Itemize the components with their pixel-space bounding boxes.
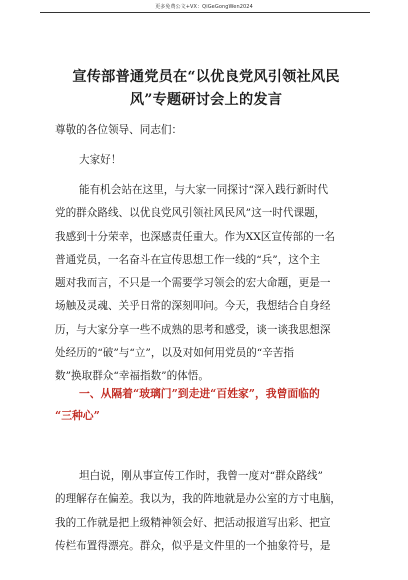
heading-line: 一、从隔着“玻璃门”到走进“百姓家”，我曾面临的 [79,387,320,400]
heading-line: “三种心” [55,409,100,422]
paragraph-line: 数”换取群众“幸福指数”的体悟。 [55,370,209,383]
paragraph-line: 党的群众路线、以优良党风引领社风民风”这一时代课题， [55,207,326,220]
paragraph-line: 我感到十分荣幸，也深感责任重大。作为XX区宣传部的一名 [55,230,335,243]
paragraph-line: 能有机会站在这里，与大家一同探讨“深入践行新时代 [79,184,329,196]
paragraph-line: 我的工作就是把上级精神领会好、把活动报道写出彩、把宣 [55,516,331,529]
paragraph-line: 坦白说，刚从事宣传工作时，我曾一度对“群众路线” [79,470,323,482]
header-divider [40,12,370,13]
greeting: 尊敬的各位领导、同志们： [55,124,183,136]
paragraph-line: 普通党员，一名奋斗在宣传思想工作一线的“兵”，这个主 [55,253,321,266]
body-paragraph-1 [55,179,353,389]
salutation: 大家好！ [79,154,122,166]
paragraph-line: 题对我而言，不只是一个需要学习领会的宏大命题，更是一 [55,277,331,290]
paragraph-line: 场触及灵魂、关乎日常的深刻叩问。今天，我想结合自身经 [55,300,331,313]
paragraph-line: 的理解存在偏差。我以为，我的阵地就是办公室的方寸电脑， [55,493,342,506]
section-heading-1 [55,383,355,427]
paragraph-line: 传栏布置得漂亮。群众，似乎是文件里的一个抽象符号，是 [55,539,331,552]
title-line: 风”专题研讨会上的发言 [129,92,283,109]
title-line: 宣传部普通党员在“以优良党风引领社风民 [72,69,340,85]
header-note: 更多免费公文+VX：QiGeGongWen2024 [155,4,253,10]
document-title [54,66,358,113]
body-paragraph-2 [55,465,353,558]
paragraph-line: 处经历的“破”与“立”，以及对如何用党员的“辛苦指 [55,347,294,360]
paragraph-line: 历，与大家分享一些不成熟的思考和感受，谈一谈我思想深 [55,323,331,336]
